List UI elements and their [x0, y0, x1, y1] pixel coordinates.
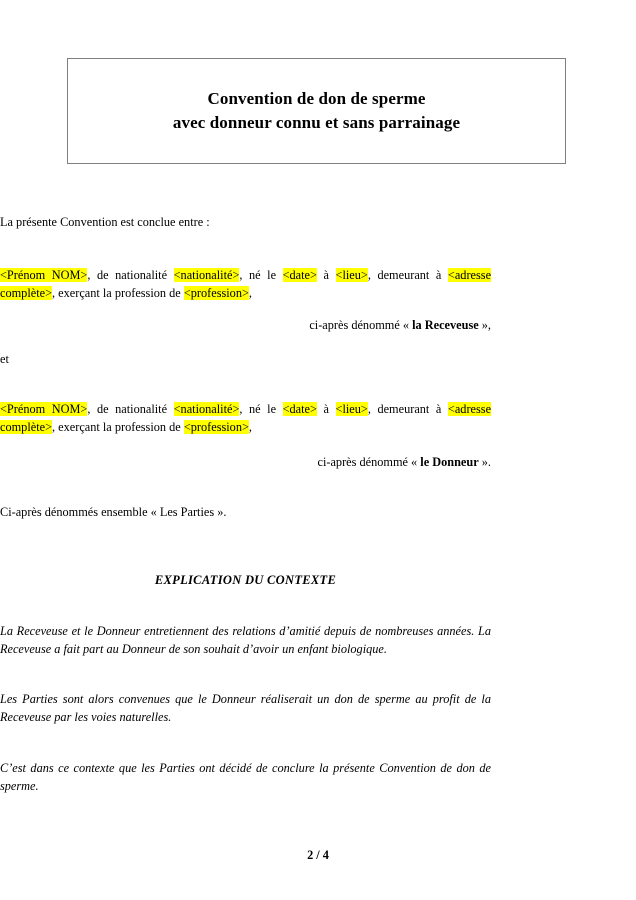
placeholder-address: <adresse complète>: [0, 402, 492, 434]
clause-seg-end: ,: [248, 420, 252, 434]
footer-page-number-text: 2 / 4: [307, 848, 329, 862]
placeholder-date: <date>: [282, 268, 317, 282]
donor-denomination-name: le Donneur: [420, 455, 479, 469]
clause-seg-profession-lead: , exerçant la profession de: [52, 286, 184, 300]
clause-seg-nationality-lead: , de nationalité: [87, 268, 174, 282]
intro-paragraph: [0, 213, 491, 231]
placeholder-address: <adresse complète>: [0, 268, 492, 300]
receiver-party-clause: [0, 266, 491, 302]
context-paragraph-3: [0, 759, 491, 795]
document-title-line-1: Convention de don de sperme: [207, 89, 426, 108]
donor-denomination: [0, 453, 491, 471]
donor-denomination-suffix: ».: [478, 455, 491, 469]
context-paragraph-1-text: La Receveuse et le Donneur entretiennent des relations d’amitié depuis de nombreuses années. La Receveuse a fait part au Donneur de son souhait d’avoir un enfant biologique.: [0, 624, 491, 656]
placeholder-nationality: <nationalité>: [173, 402, 240, 416]
section-heading-explication-du-contexte: [0, 571, 491, 589]
joint-denomination-text: Ci-après dénommés ensemble « Les Parties ».: [0, 505, 227, 519]
receiver-denomination: [0, 316, 491, 334]
joint-denomination: [0, 503, 491, 521]
clause-seg-at: à: [316, 268, 336, 282]
donor-party-clause: [0, 400, 491, 436]
clause-seg-nationality-lead: , de nationalité: [87, 402, 174, 416]
context-paragraph-3-text: C’est dans ce contexte que les Parties ont décidé de conclure la présente Convention de don de sperme.: [0, 761, 491, 793]
receiver-denomination-prefix: ci-après dénommé «: [309, 318, 413, 332]
conjunction-et: [0, 350, 491, 368]
footer-page-number: [0, 848, 636, 863]
placeholder-name: <Prénom NOM>: [0, 402, 88, 416]
placeholder-profession: <profession>: [183, 420, 249, 434]
title-box: [67, 58, 566, 164]
placeholder-place: <lieu>: [335, 402, 368, 416]
conjunction-text: et: [0, 352, 9, 366]
section-heading-text: EXPLICATION DU CONTEXTE: [154, 573, 337, 587]
clause-seg-born: , né le: [239, 402, 283, 416]
clause-seg-residing: , demeurant à: [367, 268, 448, 282]
placeholder-place: <lieu>: [335, 268, 368, 282]
receiver-denomination-name: la Receveuse: [412, 318, 479, 332]
intro-text: La présente Convention est conclue entre :: [0, 215, 210, 229]
donor-denomination-prefix: ci-après dénommé «: [317, 455, 421, 469]
clause-seg-born: , né le: [239, 268, 283, 282]
context-paragraph-2-text: Les Parties sont alors convenues que le Donneur réaliserait un don de sperme au profit de la Receveuse par les voies naturelles.: [0, 692, 491, 724]
clause-seg-residing: , demeurant à: [367, 402, 448, 416]
clause-seg-profession-lead: , exerçant la profession de: [52, 420, 184, 434]
clause-seg-at: à: [316, 402, 336, 416]
receiver-denomination-suffix: »,: [478, 318, 491, 332]
context-paragraph-2: [0, 690, 491, 726]
placeholder-name: <Prénom NOM>: [0, 268, 88, 282]
context-paragraph-1: [0, 622, 491, 658]
placeholder-nationality: <nationalité>: [173, 268, 240, 282]
placeholder-profession: <profession>: [183, 286, 249, 300]
document-title-line-2: avec donneur connu et sans parrainage: [172, 113, 461, 132]
placeholder-date: <date>: [282, 402, 317, 416]
clause-seg-end: ,: [248, 286, 252, 300]
